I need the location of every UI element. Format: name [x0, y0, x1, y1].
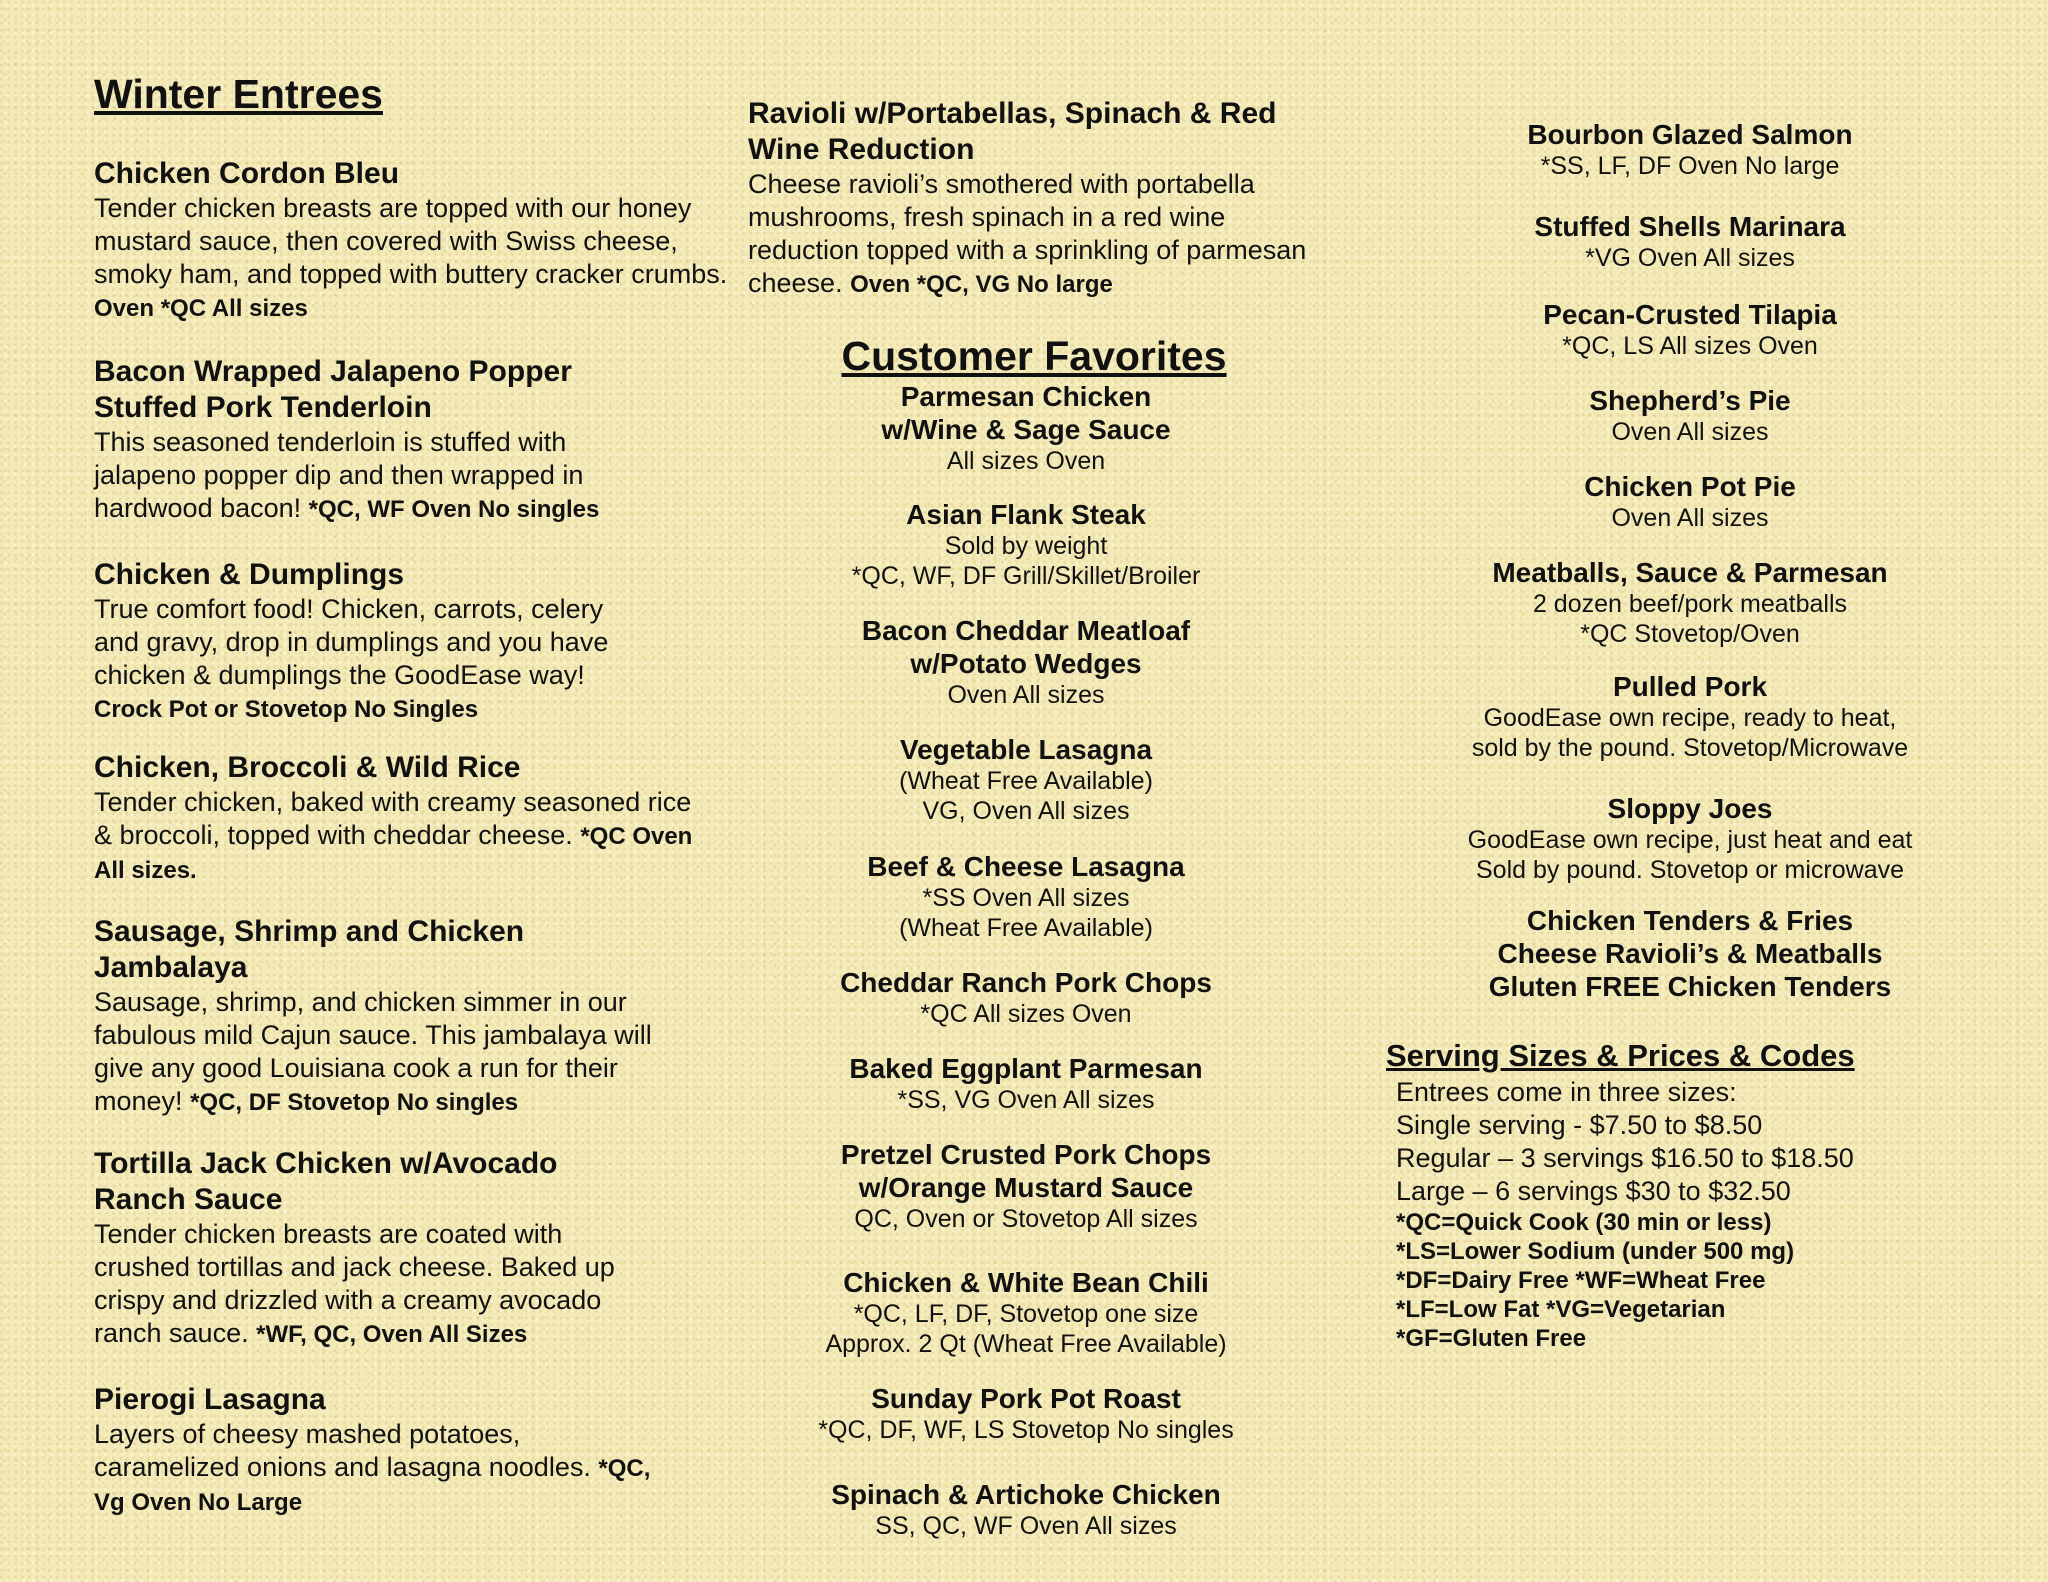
item-name: Beef & Cheese Lasagna — [867, 851, 1185, 882]
code-line: *QC=Quick Cook (30 min or less) — [1396, 1209, 1772, 1236]
favorite-item — [716, 614, 1336, 710]
favorite-item — [716, 1052, 1336, 1115]
item-name: Asian Flank Steak — [906, 499, 1146, 530]
item-detail: Oven All sizes — [947, 681, 1105, 709]
favorite-item — [1380, 556, 2000, 649]
item-name: Vegetable Lasagna — [899, 734, 1153, 765]
item-desc: Tender chicken, baked with creamy seasoned rice & broccoli, topped with cheddar cheese. *QC Oven All sizes. — [94, 787, 693, 884]
item-name: Tortilla Jack Chicken w/Avocado Ranch Sauce — [94, 1147, 558, 1216]
item-desc: This seasoned tenderloin is stuffed with jalapeno popper dip and then wrapped in hardwood bacon! *QC, WF Oven No singles — [94, 427, 600, 523]
code-line: *GF=Gluten Free — [1396, 1325, 1587, 1352]
item-tag: Crock Pot or Stovetop No Singles — [94, 696, 479, 723]
item-detail: QC, Oven or Stovetop All sizes — [854, 1205, 1198, 1233]
item-detail: VG, Oven All sizes — [922, 797, 1130, 825]
item-name: Sunday Pork Pot Roast — [871, 1383, 1181, 1414]
item-detail: GoodEase own recipe, just heat and eat — [1467, 826, 1913, 854]
item-tag: *QC, WF Oven No singles — [308, 496, 600, 523]
item-name: Pretzel Crusted Pork Chops w/Orange Mustard Sauce — [840, 1139, 1212, 1203]
serving-line: Large – 6 servings $30 to $32.50 — [1396, 1176, 1791, 1206]
menu-item — [94, 1146, 654, 1351]
item-name: Shepherd’s Pie — [1589, 385, 1791, 416]
item-detail: All sizes Oven — [946, 447, 1106, 475]
item-detail: Approx. 2 Qt (Wheat Free Available) — [825, 1330, 1227, 1358]
item-name: Baked Eggplant Parmesan — [849, 1053, 1203, 1084]
serving-line: Regular – 3 servings $16.50 to $18.50 — [1396, 1143, 1854, 1173]
serving-title: Serving Sizes & Prices & Codes — [1386, 1038, 1855, 1073]
menu-item — [94, 354, 654, 526]
item-name: Chicken Pot Pie — [1584, 471, 1796, 502]
item-tag: *QC Oven All sizes. — [94, 823, 693, 884]
item-name: Bourbon Glazed Salmon — [1527, 119, 1853, 150]
item-name: Parmesan Chicken w/Wine & Sage Sauce — [881, 381, 1171, 445]
menu-item — [94, 557, 734, 726]
favorite-item — [716, 1478, 1336, 1541]
favorite-item — [716, 1382, 1336, 1445]
favorite-item — [1380, 470, 2000, 533]
item-name: Pecan-Crusted Tilapia — [1543, 299, 1837, 330]
item-detail: *QC, WF, DF Grill/Skillet/Broiler — [851, 562, 1201, 590]
item-name: Pulled Pork — [1612, 671, 1768, 702]
extra-item: Chicken Tenders & Fries — [1526, 905, 1854, 936]
item-detail: (Wheat Free Available) — [899, 767, 1153, 795]
item-detail: sold by the pound. Stovetop/Microwave — [1471, 734, 1909, 762]
favorite-item — [1380, 670, 2000, 763]
item-name: Chicken & White Bean Chili — [843, 1267, 1209, 1298]
item-detail: *QC, DF, WF, LS Stovetop No singles — [818, 1416, 1234, 1444]
item-name: Sausage, Shrimp and Chicken Jambalaya — [94, 915, 525, 984]
item-tag: Oven *QC All sizes — [94, 295, 308, 322]
item-detail: *QC, LS All sizes Oven — [1562, 332, 1818, 360]
item-detail: SS, QC, WF Oven All sizes — [875, 1512, 1177, 1540]
item-detail: *QC, LF, DF, Stovetop one size — [853, 1300, 1199, 1328]
favorite-item — [1380, 298, 2000, 361]
item-tag: *QC, DF Stovetop No singles — [190, 1089, 519, 1116]
favorite-item — [1380, 210, 2000, 273]
item-name: Bacon Wrapped Jalapeno Popper Stuffed Pork Tenderloin — [94, 355, 572, 424]
extra-item: Gluten FREE Chicken Tenders — [1488, 971, 1892, 1002]
item-detail: GoodEase own recipe, ready to heat, — [1483, 704, 1897, 732]
favorite-item — [716, 380, 1336, 476]
extra-item: Cheese Ravioli’s & Meatballs — [1497, 938, 1883, 969]
item-desc: Sausage, shrimp, and chicken simmer in our fabulous mild Cajun sauce. This jambalaya will give any good Louisiana cook a run for their money! *QC, DF Stovetop No singles — [94, 987, 652, 1116]
item-name: Meatballs, Sauce & Parmesan — [1492, 557, 1888, 588]
favorite-item — [716, 850, 1336, 943]
item-detail: *QC All sizes Oven — [920, 1000, 1132, 1028]
item-name: Ravioli w/Portabellas, Spinach & Red Wine Reduction — [748, 97, 1277, 166]
item-name: Stuffed Shells Marinara — [1534, 211, 1846, 242]
item-name: Bacon Cheddar Meatloaf w/Potato Wedges — [861, 615, 1191, 679]
menu-item — [94, 914, 694, 1119]
item-desc: Layers of cheesy mashed potatoes, caramelized onions and lasagna noodles. *QC, Vg Oven No Large — [94, 1419, 651, 1516]
serving-line: Single serving - $7.50 to $8.50 — [1396, 1110, 1763, 1140]
item-name: Chicken Cordon Bleu — [94, 157, 400, 190]
item-detail: Oven All sizes — [1611, 418, 1769, 446]
item-detail: Sold by pound. Stovetop or microwave — [1475, 856, 1904, 884]
item-name: Chicken & Dumplings — [94, 558, 405, 591]
favorite-item — [1380, 118, 2000, 181]
item-detail: Oven All sizes — [1611, 504, 1769, 532]
menu-item — [94, 1382, 654, 1519]
favorite-item — [1380, 792, 2000, 885]
item-desc: True comfort food! Chicken, carrots, celery and gravy, drop in dumplings and you have chicken & dumplings the GoodEase way! Crock Pot or Stovetop No Singles — [94, 594, 609, 723]
favorite-item — [1380, 384, 2000, 447]
code-line: *LS=Lower Sodium (under 500 mg) — [1396, 1238, 1795, 1265]
code-line: *LF=Low Fat *VG=Vegetarian — [1396, 1296, 1726, 1323]
item-tag: Oven *QC, VG No large — [850, 271, 1113, 298]
extras-list — [1380, 904, 2000, 1003]
serving-info — [1386, 1036, 2026, 1353]
item-name: Spinach & Artichoke Chicken — [831, 1479, 1221, 1510]
item-name: Pierogi Lasagna — [94, 1383, 326, 1416]
code-line: *DF=Dairy Free *WF=Wheat Free — [1396, 1267, 1766, 1294]
serving-line: Entrees come in three sizes: — [1396, 1077, 1737, 1107]
item-name: Cheddar Ranch Pork Chops — [840, 967, 1212, 998]
item-detail: (Wheat Free Available) — [899, 914, 1153, 942]
item-desc: Cheese ravioli’s smothered with portabella mushrooms, fresh spinach in a red wine reduction topped with a sprinkling of parmesan cheese. Oven *QC, VG No large — [748, 169, 1307, 298]
item-desc: Tender chicken breasts are topped with our honey mustard sauce, then covered with Swiss cheese, smoky ham, and topped with buttery cracker crumbs. Oven *QC All sizes — [94, 193, 728, 322]
item-name: Chicken, Broccoli & Wild Rice — [94, 751, 521, 784]
favorite-item — [716, 1138, 1336, 1234]
item-tag: *WF, QC, Oven All Sizes — [256, 1321, 528, 1348]
favorite-item — [716, 966, 1336, 1029]
section-title-winter-entrees: Winter Entrees — [94, 71, 383, 117]
item-detail: *SS, VG Oven All sizes — [897, 1086, 1155, 1114]
item-detail: Sold by weight — [944, 532, 1108, 560]
item-detail: 2 dozen beef/pork meatballs — [1532, 590, 1848, 618]
item-detail: *SS Oven All sizes — [922, 884, 1130, 912]
menu-item-ravioli — [748, 96, 1308, 301]
item-desc: Tender chicken breasts are coated with crushed tortillas and jack cheese. Baked up crispy and drizzled with a creamy avocado ranch sauce. *WF, QC, Oven All Sizes — [94, 1219, 615, 1348]
favorite-item — [716, 1266, 1336, 1359]
favorite-item — [716, 733, 1336, 826]
item-detail: *VG Oven All sizes — [1585, 244, 1795, 272]
section-title-customer-favorites: Customer Favorites — [841, 333, 1227, 379]
favorite-item — [716, 498, 1336, 591]
menu-item — [94, 750, 734, 887]
item-detail: *SS, LF, DF Oven No large — [1540, 152, 1840, 180]
item-detail: *QC Stovetop/Oven — [1580, 620, 1800, 648]
menu-item — [94, 156, 734, 325]
item-name: Sloppy Joes — [1607, 793, 1773, 824]
item-tag: *QC, Vg Oven No Large — [94, 1455, 651, 1516]
